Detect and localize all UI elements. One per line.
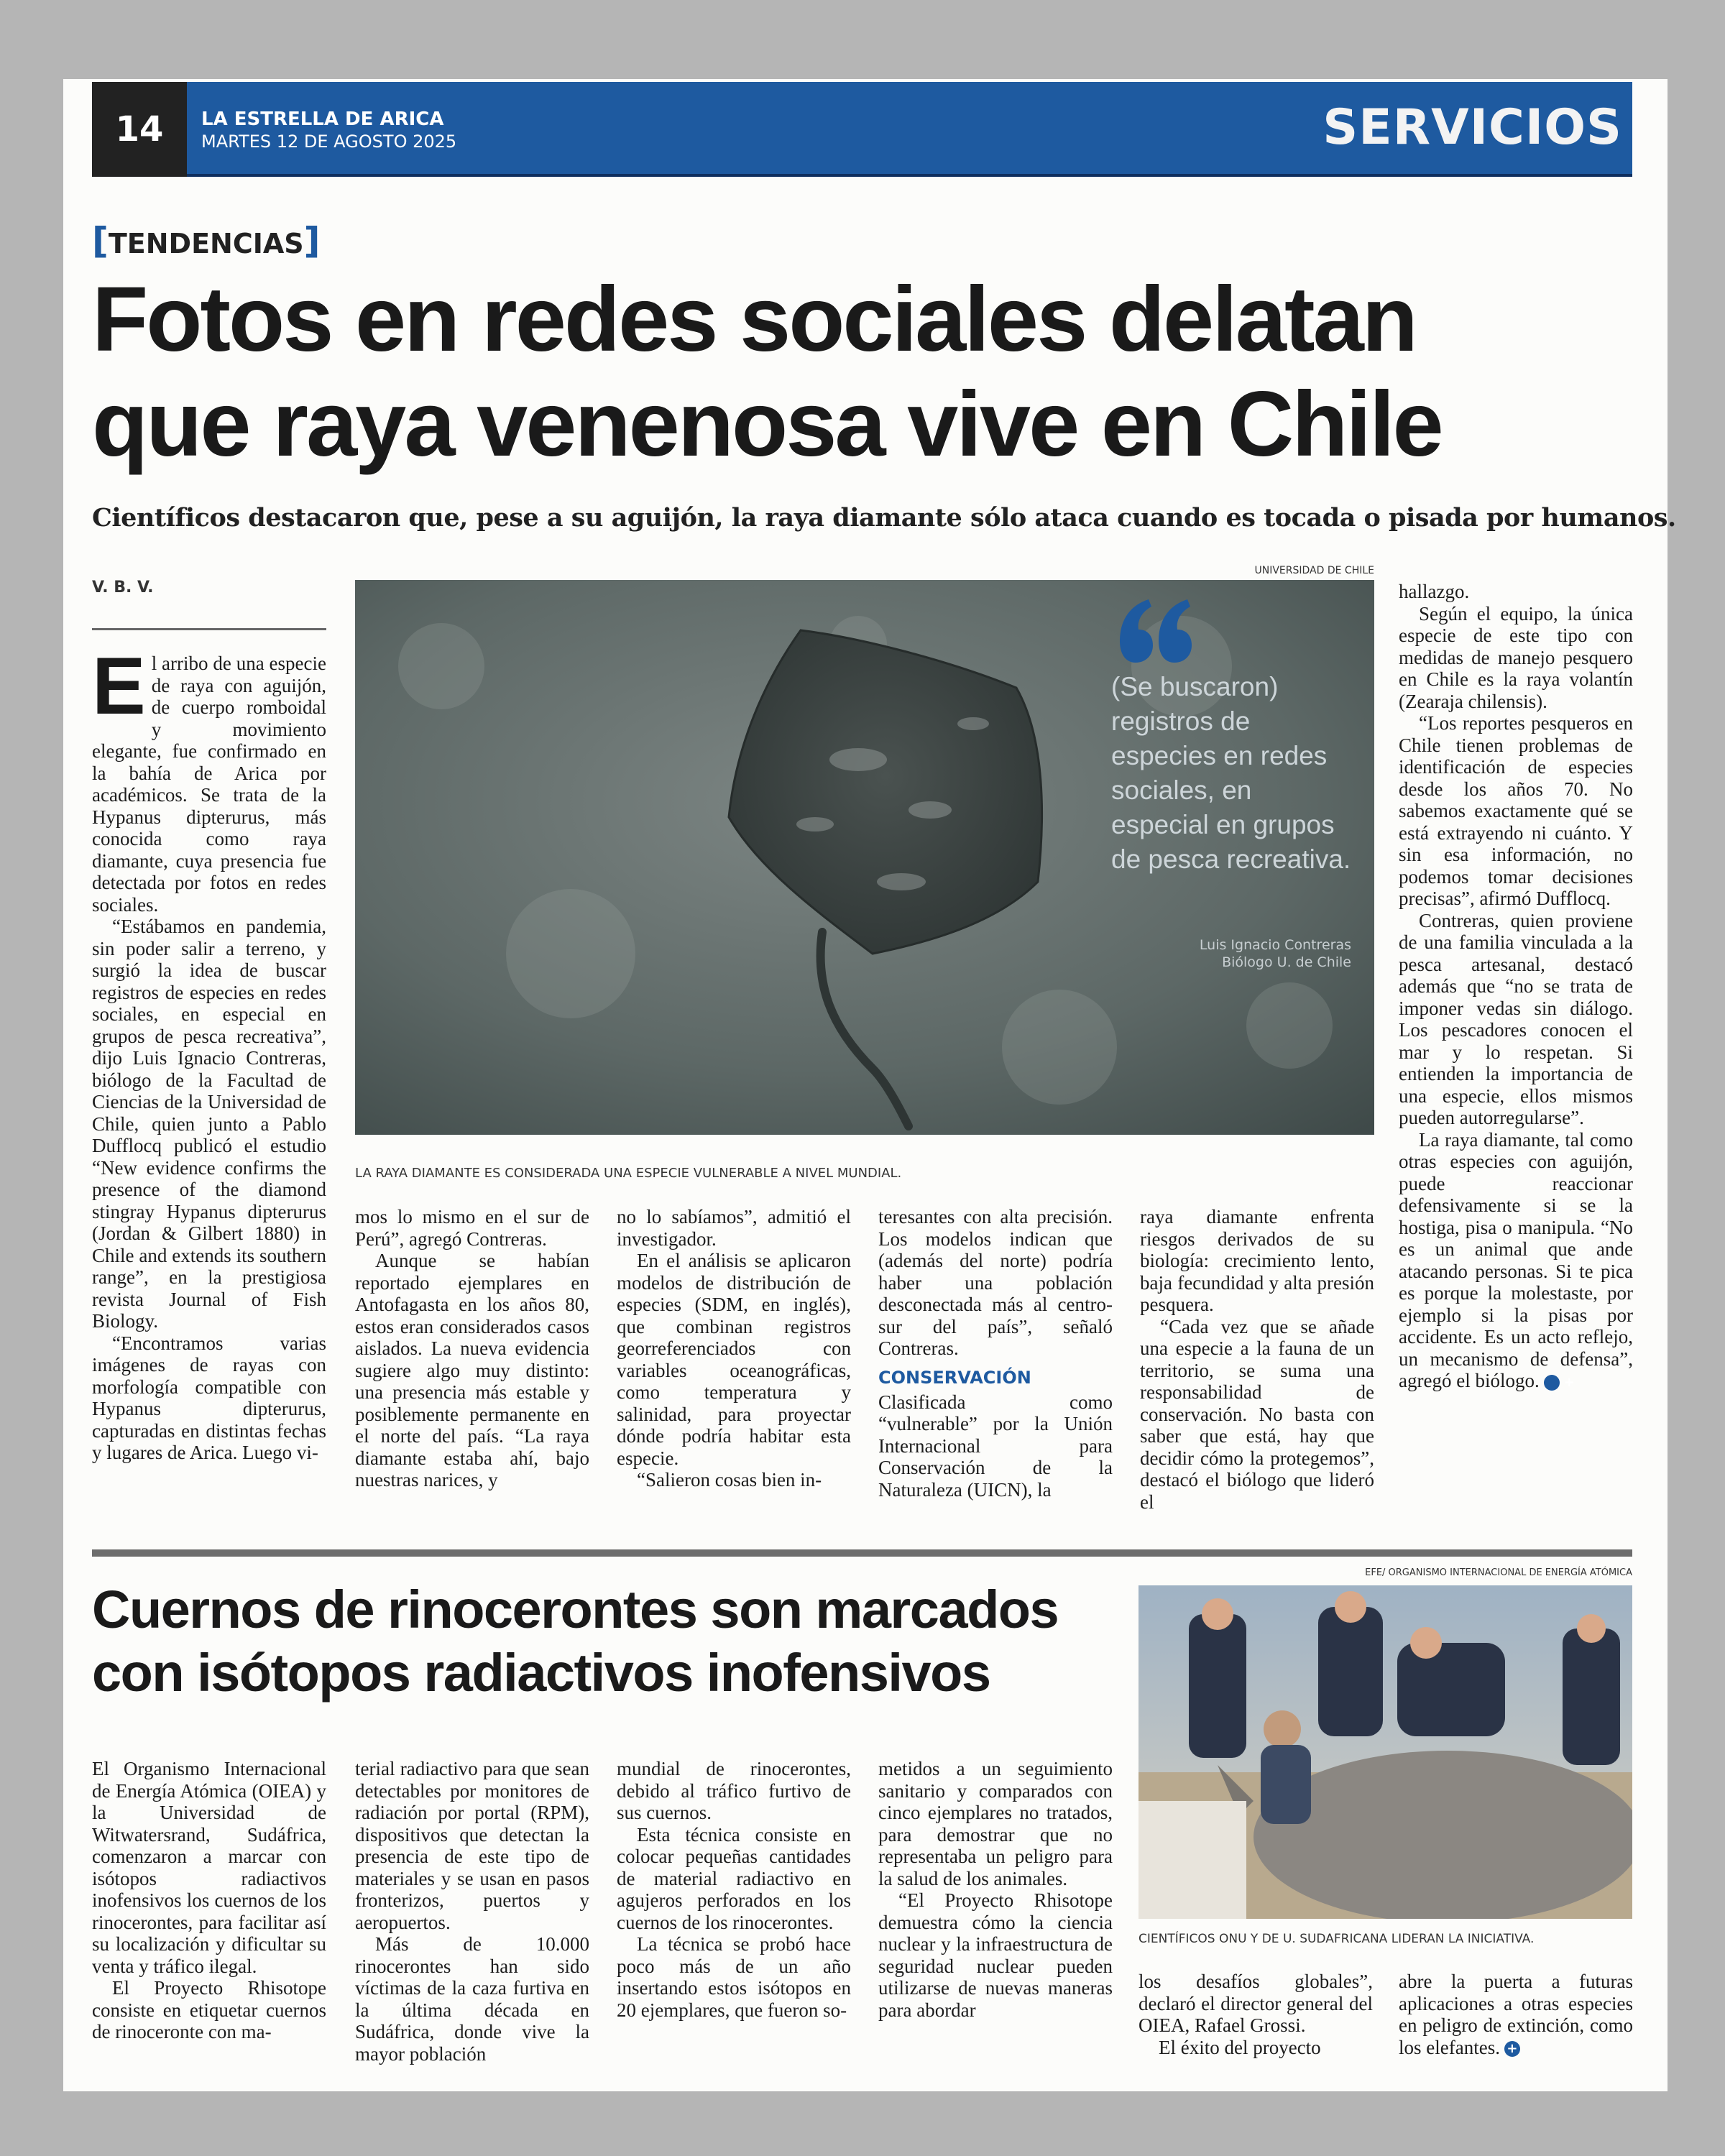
- paragraph: metidos a un seguimiento sanitario y comparados con cinco ejemplares no tratados, para demostrar que no representaba un peligro para la salud de los animales.: [878, 1758, 1113, 1889]
- kicker-bracket-close: ]: [303, 220, 321, 262]
- article-subhead: Científicos destacaron que, pese a su aguijón, la raya diamante sólo ataca cuando es tocada o pisada por humanos.: [92, 503, 1676, 533]
- article-column-6: [1399, 581, 1633, 1537]
- paragraph: “El Proyecto Rhisotope demuestra cómo la ciencia nuclear y la infraestructura de seguridad nuclear pueden utilizarse de nuevas maneras para abordar: [878, 1889, 1113, 2021]
- quote-mark-icon: [1113, 591, 1199, 677]
- article2-headline: [92, 1578, 1170, 1705]
- section-title: SERVICIOS: [1322, 99, 1622, 156]
- newspaper-page: [63, 79, 1676, 2091]
- paragraph: Más de 10.000 rinocerontes han sido víctimas de la caza furtiva en la última década en Sudáfrica, donde vive la mayor población: [355, 1933, 589, 2065]
- article-divider: [92, 1549, 1632, 1557]
- paragraph: [92, 653, 326, 916]
- photo-credit: EFE/ ORGANISMO INTERNACIONAL DE ENERGÍA ATÓMICA: [1365, 1567, 1632, 1578]
- end-mark-icon: +: [1544, 1375, 1560, 1391]
- headline-line: con isótopos radiactivos inofensivos: [92, 1643, 990, 1703]
- paragraph: los desafíos globales”, declaró el director general del OIEA, Rafael Grossi.: [1138, 1971, 1373, 2036]
- paragraph: mos lo mismo en el sur de Perú”, agregó Contreras.: [355, 1206, 589, 1250]
- paragraph: teresantes con alta precisión. Los modelos indican que (además del norte) podría haber una población desconectada más al centro-sur del país”, señaló Contreras.: [878, 1206, 1113, 1359]
- photo-caption: CIENTÍFICOS ONU Y DE U. SUDAFRICANA LIDERAN LA INICIATIVA.: [1138, 1932, 1535, 1946]
- publication-date: MARTES 12 DE AGOSTO 2025: [201, 132, 457, 152]
- end-mark-icon: +: [1504, 2041, 1520, 2057]
- quote-author-name: Luis Ignacio Contreras: [1199, 937, 1351, 953]
- article-column-5: [1140, 1206, 1374, 1534]
- page-number: 14: [92, 82, 187, 177]
- byline-divider: [92, 628, 326, 630]
- paragraph: hallazgo.: [1399, 581, 1470, 602]
- paragraph: [1399, 1971, 1633, 2058]
- paragraph-text: La raya diamante, tal como otras especies con aguijón, puede reaccionar defensivamente si se la hostiga, pisa o manipula. “No es un animal que ande atacando personas. Si te pica es porque la molestaste, por ejemplo si la pisas por accidente. Es un acto reflejo, un mecanismo de defensa”, agregó el biólogo.: [1399, 1128, 1633, 1391]
- paragraph: Aunque se habían reportado ejemplares en Antofagasta en los años 80, estos eran considerados casos aislados. La nueva evidencia sugiere algo muy distinto: una presencia más estable y posiblemente permanente en el norte del país. “La raya diamante estaba ahí, bajo nuestras narices, y: [355, 1250, 589, 1491]
- paragraph: mundial de rinocerontes, debido al tráfico furtivo de sus cuernos.: [617, 1758, 851, 1823]
- paragraph: “Los reportes pesqueros en Chile tienen problemas de identificación de especies desde los años 70. No sabemos exactamente qué se está extrayendo ni cuánto. Y sin esa información, no podemos tomar decisiones precisas”, afirmó Dufflocq.: [1399, 712, 1633, 909]
- publication-name: LA ESTRELLA DE ARICA: [201, 109, 444, 130]
- paragraph: terial radiactivo para que sean detectables por monitores de radiación por portal (RPM), dispositivos que detectan la presencia de este tipo de materiales y se usan en pasos fronterizos, puertos y aeropuertos.: [355, 1758, 589, 1933]
- article-headline: [92, 267, 1637, 477]
- paragraph: no lo sabíamos”, admitió el investigador.: [617, 1206, 851, 1250]
- rhino-photo: [1138, 1585, 1632, 1919]
- photo-credit: UNIVERSIDAD DE CHILE: [1254, 565, 1374, 576]
- byline: V. B. V.: [92, 579, 154, 596]
- paragraph: La técnica se probó hace poco más de un año insertando estos isótopos en 20 ejemplares, que fueron so-: [617, 1933, 851, 2021]
- paragraph: Clasificada como “vulnerable” por la Unión Internacional para Conservación de la Naturaleza (UICN), la: [878, 1391, 1113, 1501]
- paragraph: El éxito del proyecto: [1159, 2036, 1321, 2058]
- paragraph-text: l arribo de una especie de raya con aguijón, de cuerpo romboidal y movimiento elegante, fue confirmado en la bahía de Arica por académicos. Se trata de la Hypanus dipterurus, más conocida como raya diamante, cuya presencia fue detectada por fotos en redes sociales.: [92, 653, 326, 916]
- article2-column-4: [878, 1758, 1113, 2088]
- paragraph: El Proyecto Rhisotope consiste en etiquetar cuernos de rinoceronte con ma-: [92, 1977, 326, 2042]
- section-subhead: CONSERVACIÓN: [878, 1367, 1031, 1388]
- pull-quote-author: [1170, 936, 1351, 971]
- paragraph: Contreras, quien proviene de una familia vinculada a la pesca artesanal, destacó además que “no se trata de imponer vedas sin diálogo. Los pescadores conocen el mar y lo respetan. Si entienden la importancia de una especie, ellos mismos pueden autorregularse”.: [1399, 909, 1633, 1128]
- article2-column-1: [92, 1758, 326, 2088]
- rhino-illustration: [1138, 1585, 1632, 1919]
- paragraph: [1399, 1129, 1633, 1392]
- paragraph: Según el equipo, la única especie de este tipo con medidas de manejo pesquero en Chile es la raya volantín (Zearaja chilensis).: [1399, 602, 1633, 712]
- paragraph: “Cada vez que se añade una especie a la fauna de un territorio, se suma una responsabilidad de conservación. No basta con saber que está, hay que decidir cómo la protegemos”, destacó el biólogo que lideró el: [1140, 1315, 1374, 1513]
- kicker-bracket-open: [: [92, 220, 109, 262]
- paragraph: “Encontramos varias imágenes de rayas con morfología compatible con Hypanus dipterurus, capturadas en distintas fechas y lugares de Arica. Luego vi-: [92, 1332, 326, 1463]
- article2-column-5: [1138, 1971, 1373, 2093]
- paragraph: El Organismo Internacional de Energía Atómica (OIEA) y la Universidad de Witwatersrand, Sudáfrica, comenzaron a marcar con isótopos radiactivos inofensivos los cuernos de los rinocerontes, para facilitar así su localización y dificultar su venta y tráfico ilegal.: [92, 1758, 326, 1977]
- article-column-1: [92, 653, 326, 1601]
- article-kicker: [92, 220, 321, 262]
- article2-column-3: [617, 1758, 851, 2088]
- article-column-2: [355, 1206, 589, 1534]
- kicker-label: TENDENCIAS: [108, 228, 304, 259]
- paragraph: En el análisis se aplicaron modelos de distribución de especies (SDM, en inglés), que combinan registros georreferenciados con variables oceanográficas, como temperatura y salinidad, para proyectar dónde podría habitar esta especie.: [617, 1250, 851, 1469]
- headline-line: que raya venenosa vive en Chile: [92, 373, 1442, 476]
- headline-line: Fotos en redes sociales delatan: [92, 268, 1416, 371]
- paragraph: Esta técnica consiste en colocar pequeñas cantidades de material radiactivo en agujeros perforados en los cuernos de los rinocerontes.: [617, 1823, 851, 1933]
- article-column-3: [617, 1206, 851, 1534]
- article2-column-6: [1399, 1971, 1633, 2093]
- article-column-4: [878, 1206, 1113, 1534]
- photo-caption: LA RAYA DIAMANTE ES CONSIDERADA UNA ESPECIE VULNERABLE A NIVEL MUNDIAL.: [355, 1166, 902, 1181]
- paragraph-text: abre la puerta a futuras aplicaciones a otras especies en peligro de extinción, como los elefantes.: [1399, 1971, 1633, 2058]
- page-header: [92, 82, 1632, 177]
- headline-line: Cuernos de rinocerontes son marcados: [92, 1580, 1059, 1639]
- dropcap: E: [92, 653, 146, 731]
- paragraph: raya diamante enfrenta riesgos derivados de su biología: crecimiento lento, baja fecundidad y alta presión pesquera.: [1140, 1206, 1374, 1315]
- paragraph: “Salieron cosas bien in-: [637, 1469, 822, 1491]
- paragraph: “Estábamos en pandemia, sin poder salir a terreno, y surgió la idea de buscar registros de especies en redes sociales, en especial en grupos de pesca recreativa”, dijo Luis Ignacio Contreras, biólogo de la Facultad de Ciencias de la Universidad de Chile, quien junto a Pablo Dufflocq publicó el estudio “New evidence confirms the presence of the diamond stingray Hypanus dipterurus (Jordan & Gilbert 1880) in Chile and extends its southern range”, en la prestigiosa revista Journal of Fish Biology.: [92, 916, 326, 1332]
- pull-quote: (Se buscaron) registros de especies en redes sociales, en especial en grupos de pesca recreativa.: [1111, 672, 1351, 874]
- article2-column-2: [355, 1758, 589, 2088]
- quote-author-role: Biólogo U. de Chile: [1222, 954, 1351, 970]
